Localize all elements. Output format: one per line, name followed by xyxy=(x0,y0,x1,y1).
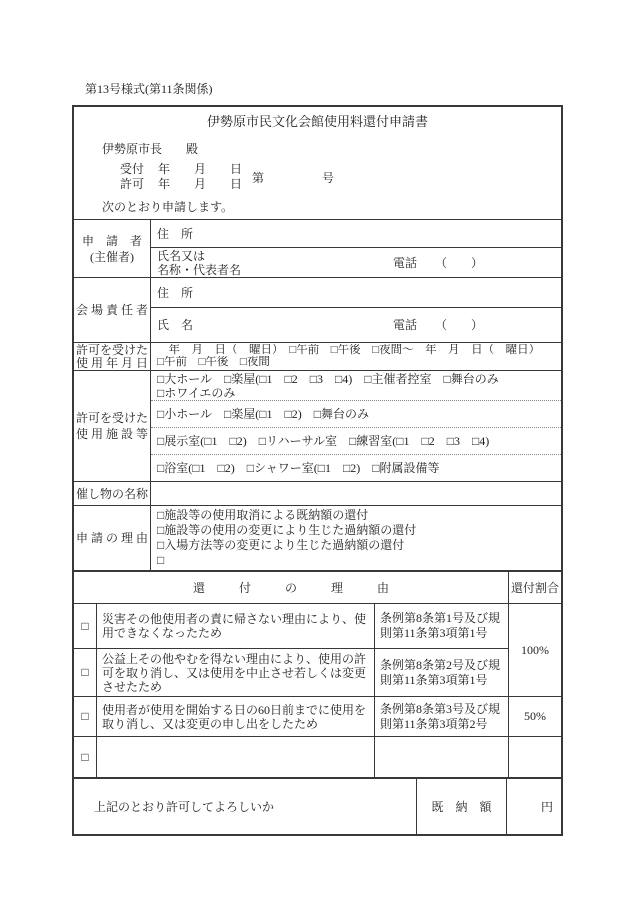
event-name-label-text: 催し物の名称 xyxy=(75,486,148,501)
name-label: 氏 名 xyxy=(157,318,194,332)
facility-options-large-hall xyxy=(151,371,561,401)
usage-date-line1: 年 月 日（ 曜日） □午前 □午後 □夜間～ 年 月 日（ 曜日） xyxy=(157,344,541,356)
form-title: 伊勢原市民文化会館使用料還付申請書 xyxy=(206,114,428,129)
receipt-label: 受付 xyxy=(120,162,145,176)
applicant-sublabel: (主催者) xyxy=(90,249,134,264)
reason-option-change-admission: □入場方法等の変更により生じた過納額の還付 xyxy=(157,538,405,552)
rate-50-percent: 50% xyxy=(509,697,561,737)
facilities-row xyxy=(74,370,561,481)
document-number-field xyxy=(252,169,334,186)
facility-options-rooms xyxy=(151,428,561,455)
application-reason-label-text: 申請の理由 xyxy=(75,531,151,545)
facilities-row-label xyxy=(74,371,151,481)
legal-basis-disaster: 条例第8条第1号及び規則第11条第3項第1号 xyxy=(375,604,509,649)
receipt-date-field: 年 月 日 xyxy=(158,162,243,176)
applicant-phone-field: 電話 （ ） xyxy=(393,255,484,270)
paid-amount-label: 既 納 額 xyxy=(417,779,507,834)
checkbox-60-days: □ xyxy=(74,697,97,737)
refund-table xyxy=(74,570,561,777)
checkbox-public-interest: □ xyxy=(74,649,97,697)
reason-public-interest: 公益上その他やむを得ない理由により、使用の許可を取り消し、又は使用を中止させ若しくは変更させたため xyxy=(97,649,375,697)
application-reason-row xyxy=(74,505,561,570)
reason-option-change-use: □施設等の使用の変更により生じた過納額の還付 xyxy=(157,523,417,537)
permit-label: 許可 xyxy=(120,177,145,191)
usage-date-label-line1: 許可を受けた xyxy=(75,342,148,357)
receipt-permit-block xyxy=(120,162,561,192)
approval-question: 上記のとおり許可してよろしいか xyxy=(74,779,417,834)
usage-date-label-line2: 使用年月日 xyxy=(75,355,151,370)
applicant-row-label xyxy=(74,220,154,277)
venue-manager-label: 会場責任者 xyxy=(75,303,151,317)
paid-amount-unit: 円 xyxy=(540,800,553,814)
legal-basis-empty xyxy=(375,737,509,777)
permit-row xyxy=(120,177,242,192)
rate-100-percent: 100% xyxy=(509,604,561,697)
venue-name-field xyxy=(151,308,561,342)
event-name-field xyxy=(151,482,561,505)
applicant-name-field xyxy=(151,248,561,277)
usage-date-row xyxy=(74,342,561,370)
receipt-row xyxy=(120,162,242,177)
checkbox-disaster: □ xyxy=(74,604,97,649)
refund-rate-header: 還付割合 xyxy=(509,572,561,604)
approval-footer-row xyxy=(74,777,561,834)
address-label: 住 所 xyxy=(157,226,194,241)
facility-line: □展示室(□1 □2) □リハーサル室 □練習室(□1 □2 □3 □4) xyxy=(157,434,490,448)
name-label-line1: 氏名又は xyxy=(157,248,206,263)
facility-line: □小ホール □楽屋(□1 □2) □舞台のみ xyxy=(157,407,369,421)
checkbox-empty: □ xyxy=(74,737,97,777)
venue-address-field xyxy=(151,278,561,308)
refund-reason-header-text: 還付の理由 xyxy=(192,581,423,595)
application-reason-label xyxy=(74,506,151,570)
facility-line: □浴室(□1 □2) □シャワー室(□1 □2) □附属設備等 xyxy=(157,461,440,475)
facilities-label-line1: 許可を受けた xyxy=(75,411,148,425)
form-header xyxy=(74,107,561,219)
facilities-label-line2: 使用施設等 xyxy=(75,427,151,441)
declaration-text: 次のとおり申請します。 xyxy=(102,200,234,214)
venue-manager-row xyxy=(74,277,561,342)
facility-options-bath xyxy=(151,455,561,481)
usage-date-line2: □午前 □午後 □夜間 xyxy=(157,356,270,368)
facility-options-small-hall xyxy=(151,401,561,428)
reason-60-days: 使用者が使用を開始する日の60日前までに使用を取り消し、又は変更の申し出をしたため xyxy=(97,697,375,737)
rate-empty xyxy=(509,737,561,777)
usage-date-row-label xyxy=(74,343,151,370)
addressee: 伊勢原市長 殿 xyxy=(102,142,199,156)
address-label: 住 所 xyxy=(157,285,194,300)
refund-application-form xyxy=(72,105,563,836)
permit-date-field: 年 月 日 xyxy=(158,177,243,191)
document-number-suffix: 号 xyxy=(322,170,335,185)
applicant-address-field xyxy=(151,220,561,248)
venue-phone-field: 電話 （ ） xyxy=(393,318,484,332)
legal-basis-public-interest: 条例第8条第2号及び規則第11条第3項第1号 xyxy=(375,649,509,697)
facility-line: □ホワイエのみ xyxy=(157,385,236,400)
name-label-line2: 名称・代表者名 xyxy=(157,262,242,277)
facility-line: □大ホール □楽屋(□1 □2 □3 □4) □主催者控室 □舞台のみ xyxy=(157,371,499,386)
legal-basis-60-days: 条例第8条第3号及び規則第11条第3項第2号 xyxy=(375,697,509,737)
reason-option-cancel: □施設等の使用取消による既納額の還付 xyxy=(157,508,369,522)
refund-reason-header xyxy=(74,572,509,604)
document-number-prefix: 第 xyxy=(252,170,265,185)
form-number-label: 第13号様式(第11条関係) xyxy=(85,82,213,96)
reason-option-other: □ xyxy=(157,553,165,567)
reason-disaster: 災害その他使用者の責に帰さない理由により、使用できなくなったため xyxy=(97,604,375,649)
applicant-label: 申請者 xyxy=(81,233,154,248)
reason-empty xyxy=(97,737,375,777)
venue-manager-row-label xyxy=(74,278,151,342)
applicant-row xyxy=(74,219,561,277)
event-name-row xyxy=(74,481,561,505)
event-name-label xyxy=(74,482,151,505)
